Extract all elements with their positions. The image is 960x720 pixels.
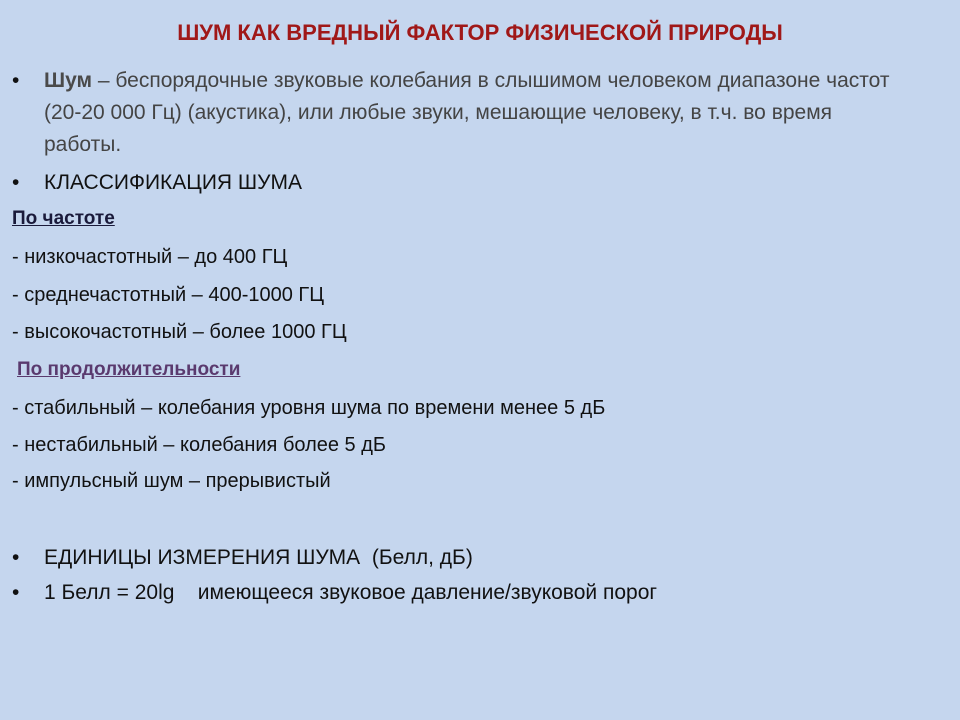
definition-text bbox=[44, 65, 894, 161]
units-formula: 1 Белл = 20lg имеющееся звуковое давление/звуковой порог bbox=[44, 581, 658, 604]
frequency-heading: По частоте bbox=[12, 208, 115, 229]
formula-bullet bbox=[12, 577, 657, 609]
bullet-icon: • bbox=[12, 581, 20, 604]
frequency-item-high: - высокочастотный – более 1000 ГЦ bbox=[12, 321, 347, 343]
definition-body: – беспорядочные звуковые колебания в слышимом человеком диапазоне частот (20-20 000 Гц) (акустика), или любые звуки, мешающие человеку, в т.ч. во время работы. bbox=[44, 69, 890, 156]
classification-heading: КЛАССИФИКАЦИЯ ШУМА bbox=[44, 171, 302, 194]
duration-item-stable: - стабильный – колебания уровня шума по времени менее 5 дБ bbox=[12, 397, 606, 419]
duration-item-impulse: - импульсный шум – прерывистый bbox=[12, 470, 331, 492]
definition-bullet bbox=[12, 65, 894, 161]
bullet-icon: • bbox=[12, 546, 20, 569]
slide-title: ШУМ КАК ВРЕДНЫЙ ФАКТОР ФИЗИЧЕСКОЙ ПРИРОДЫ bbox=[177, 20, 783, 45]
bullet-icon: • bbox=[12, 171, 20, 194]
units-heading: ЕДИНИЦЫ ИЗМЕРЕНИЯ ШУМА (Белл, дБ) bbox=[44, 546, 473, 569]
bullet-icon: • bbox=[12, 69, 20, 92]
classification-bullet bbox=[12, 167, 302, 199]
duration-item-unstable: - нестабильный – колебания более 5 дБ bbox=[12, 434, 387, 456]
frequency-item-mid: - среднечастотный – 400-1000 ГЦ bbox=[12, 284, 325, 306]
units-bullet bbox=[12, 542, 473, 574]
definition-term: Шум bbox=[44, 69, 93, 92]
frequency-item-low: - низкочастотный – до 400 ГЦ bbox=[12, 246, 288, 268]
duration-heading: По продолжительности bbox=[17, 359, 241, 380]
